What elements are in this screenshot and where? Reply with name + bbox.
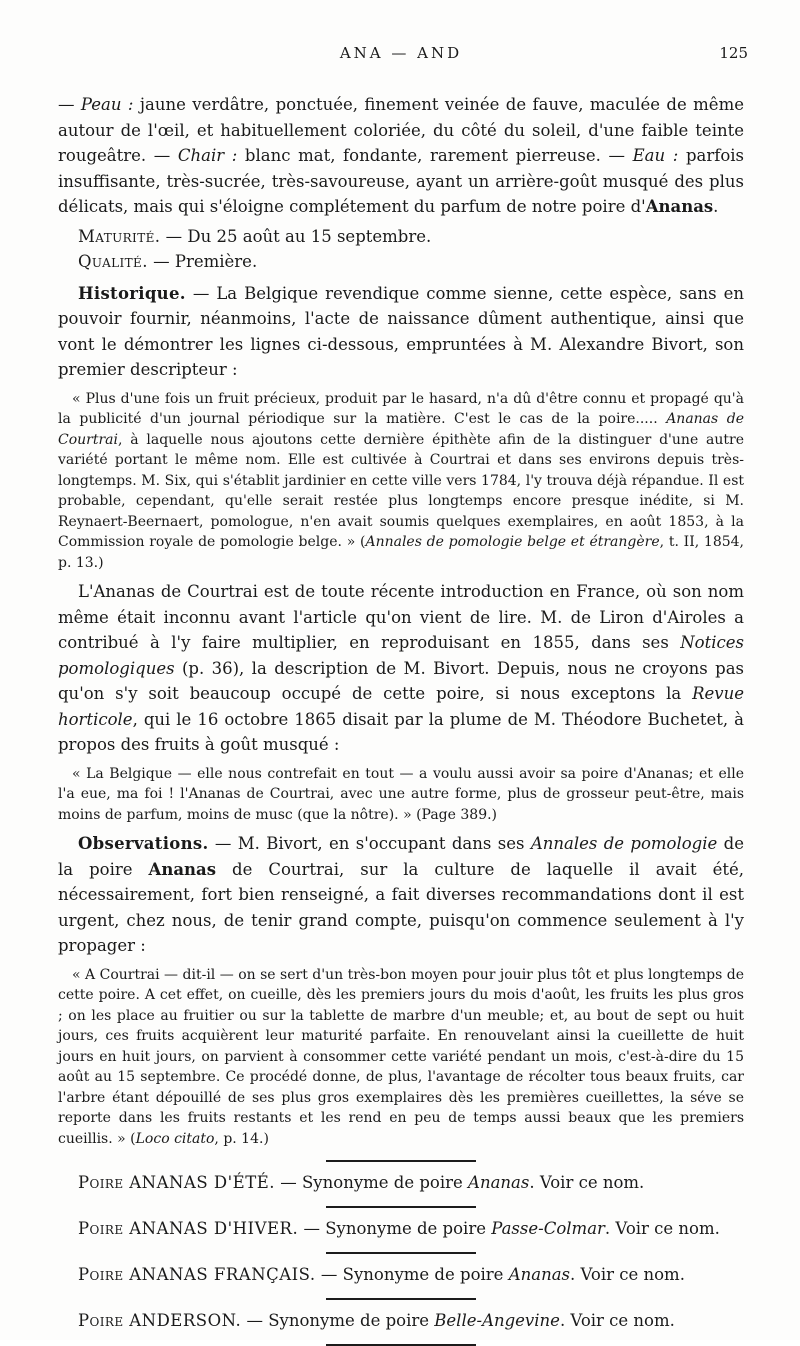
synonym-entry [58, 1309, 744, 1333]
text-run: . Voir ce nom. [570, 1265, 685, 1284]
section-divider [326, 1160, 476, 1162]
text-run: — M. Bivort, en s'occupant dans ses [208, 834, 531, 853]
peau-label: Peau : [80, 95, 134, 114]
text-run: — Première. [147, 252, 258, 271]
text-run: — Du 25 août au 15 septembre. [160, 226, 432, 246]
text-run: L'Ananas de Courtrai est de toute récente introduction en France, où son nom même était inconnu avant l'article qu'on vient de lire. M. de Liron d'Airoles a contribué à l'y faire multiplier, en reproduisant en 1855, dans ses [58, 582, 744, 652]
running-head [58, 44, 748, 66]
source-title: Notices pomologiques [58, 633, 744, 678]
paragraph-observations [58, 831, 744, 959]
entry-name: ANANAS FRANÇAIS. [123, 1265, 316, 1284]
synonym-entry [58, 1263, 744, 1287]
text-run: jaune verdâtre, ponctuée, finement veinée de fauve, maculée de même autour de l'œil, et habituellement coloriée, du côté du soleil, d'une faible teinte rougeâtre. — [58, 95, 744, 165]
entry-divider [326, 1298, 476, 1300]
synonym-target: Ananas [508, 1265, 570, 1284]
quality-label: Qualité. [78, 252, 148, 271]
quote-courtrai [58, 965, 744, 1150]
text-run: de Courtrai, sur la culture de laquelle il avait été, nécessairement, fort bien renseigné, a fait diverses recommandations dont il est urgent, chez nous, de tenir grand compte, puisqu'on commence seulement à l'y propager : [58, 859, 745, 955]
entry-name: ANANAS D'HIVER. [123, 1219, 299, 1238]
text-run: , p. 14.) [214, 1130, 269, 1147]
entry-name: ANDERSON. [123, 1311, 242, 1330]
paragraph-historique [58, 281, 744, 383]
text-run: — La Belgique revendique comme sienne, cette espèce, sans en pouvoir fournir, néanmoins, l'acte de naissance dûment authentique, ainsi que vont le démontrer les lignes ci-dessous, empruntées à M. Alexandre Bivort, son premier descripteur : [58, 283, 744, 379]
text-run: de la poire [58, 834, 744, 879]
text-run: « Plus d'une fois un fruit précieux, produit par le hasard, n'a dû d'être connu et propagé qu'à la publicité d'un journal périodique sur la matière. C'est le cas de la poire..... [58, 390, 744, 427]
entry-divider [326, 1252, 476, 1254]
synonym-target: Passe-Colmar [491, 1219, 605, 1238]
text-run: « La Belgique — elle nous contrefait en tout — a voulu aussi avoir sa poire d'Ananas; et elle l'a eue, ma foi ! l'Ananas de Courtrai, avec une autre forme, plus de grosseur peut-être, mais moins de parfum, moins de musc (que la nôtre). » (Page 389.) [58, 765, 744, 823]
text-run: , t. II, 1854, p. 13.) [58, 534, 744, 571]
paragraph-description [58, 92, 744, 220]
text-run: — Synonyme de poire [275, 1173, 469, 1192]
synonym-target: Belle-Angevine [434, 1311, 560, 1330]
poire-label: Poire [78, 1173, 124, 1192]
text-run: — Synonyme de poire [315, 1265, 509, 1284]
maturity-line [58, 224, 744, 250]
page-number: 125 [719, 44, 748, 62]
quality-line [58, 249, 744, 275]
text-run: — [58, 95, 81, 114]
text-run: , à laquelle nous ajoutons cette dernière épithète afin de la distinguer d'une autre variété portant le même nom. Elle est cultivée à Courtrai et dans ses environs depuis très-longtemps. M. Six, qui s'établit jardinier en cette ville vers 1784, l'y trouva déjà répandue. Il est probable, cependant, qu'elle serait restée plus longtemps encore presque inédite, si M. Reynaert-Beernaert, pomologue, n'en avait soumis quelques exemplaires, en août 1853, à la Commission royale de pomologie belge. » ( [58, 431, 744, 550]
text-run: — Synonyme de poire [241, 1311, 435, 1330]
text-run: , qui le 16 octobre 1865 disait par la plume de M. Théodore Buchetet, à propos des fruits à goût musqué : [58, 709, 744, 754]
synonym-entry [58, 1171, 744, 1195]
text-run: « A Courtrai — dit-il — on se sert d'un très-bon moyen pour jouir plus tôt et plus longtemps de cette poire. A cet effet, on cueille, dès les premiers jours du mois d'août, les fruits les plus gros ; on les place au fruitier ou sur la tablette de marbre d'un meuble; et, au bout de sept ou huit jours, ces fruits acquièrent leur maturité parfaite. En renouvelant ainsi la cueillette de huit jours en huit jours, on parvient à consommer cette variété pendant un mois, c'est-à-dire du 15 août au 15 septembre. Ce procédé donne, de plus, l'avantage de récolter tous beaux fruits, car l'arbre étant dépouillé de ses plus gros exemplaires dès les premières cueillettes, la séve se reporte dans les fruits restants et les rend en peu de temps aussi beaux que les premiers cueillis. » ( [58, 966, 744, 1147]
variety-name: Ananas [148, 859, 217, 879]
entry-divider [326, 1206, 476, 1208]
ananas-name: Ananas [645, 197, 714, 216]
paragraph-introduction-france [58, 579, 744, 758]
poire-label: Poire [78, 1219, 124, 1238]
variety-name: Ananas de Courtrai [58, 411, 744, 448]
source-title: Loco citato [135, 1130, 215, 1147]
historique-heading: Historique. [78, 283, 186, 303]
observations-heading: Observations. [78, 834, 209, 853]
quote-bivort [58, 389, 744, 574]
text-run: (p. 36), la description de M. Bivort. Depuis, nous ne croyons pas qu'on s'y soit beaucoup occupé de cette poire, si nous exceptons la [58, 658, 744, 703]
text-run: — Synonyme de poire [298, 1219, 492, 1238]
synonym-entry [58, 1217, 744, 1241]
text-run: . Voir ce nom. [604, 1219, 720, 1238]
source-title: Annales de pomologie belge et étrangère [365, 534, 660, 550]
synonym-target: Ananas [468, 1173, 530, 1192]
chair-label: Chair : [177, 146, 238, 165]
quote-belgique [58, 764, 744, 826]
text-run: blanc mat, fondante, rarement pierreuse. — [237, 146, 633, 165]
running-title: ANA — AND [339, 44, 463, 62]
entry-name: ANANAS D'ÉTÉ. [123, 1173, 276, 1192]
poire-label: Poire [78, 1265, 124, 1284]
source-title: Annales de pomologie [530, 834, 718, 853]
poire-label: Poire [78, 1311, 124, 1330]
text-run: . Voir ce nom. [559, 1311, 675, 1330]
source-title: Revue horticole [58, 684, 744, 729]
text-run: . [713, 197, 719, 216]
text-run: . Voir ce nom. [529, 1173, 645, 1192]
maturity-label: Maturité. [78, 226, 161, 246]
text-run: parfois insuffisante, très-sucrée, très-savoureuse, ayant un arrière-goût musqué des plus délicats, mais qui s'éloigne complétement du parfum de notre poire d' [58, 146, 745, 216]
eau-label: Eau : [632, 146, 679, 165]
